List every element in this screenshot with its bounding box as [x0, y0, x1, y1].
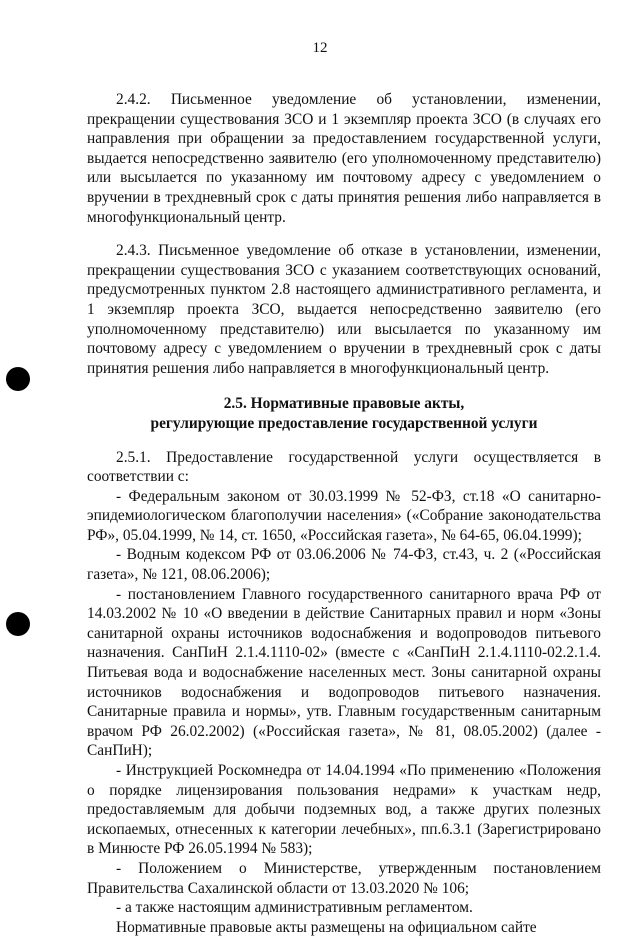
list-item-roskomnedra-instruction: - Инструкцией Роскомнедра от 14.04.1994 «По применению «Положения о порядке лицензирования пользования недрами» к участкам недр, предоставляемым для добычи подземных вод, а также других полезных ископаемых, отнесенных к категории лечебных», пп.6.3.1 (Зарегистрировано в Минюсте РФ 26.05.1994 № 583);: [87, 762, 601, 858]
paragraph-2-4-2: 2.4.2. Письменное уведомление об установлении, изменении, прекращении существования ЗСО и 1 экземпляр проекта ЗСО (в случаях его направления при обращении за предоставлением государственной услуги, выдается непосредственно заявителю (его уполномоченному представителю) или высылается по указанному им почтовому адресу с уведомлением о вручении в трехдневный срок с даты принятия решения либо направляется в многофункциональный центр.: [87, 91, 601, 226]
list-item-water-code: - Водным кодексом РФ от 03.06.2006 № 74-ФЗ, ст.43, ч. 2 («Российская газета», № 121, 08.06.2006);: [87, 546, 601, 584]
section-heading-line-1: 2.5. Нормативные правовые акты,: [223, 395, 465, 413]
paragraph-2-4-3: 2.4.3. Письменное уведомление об отказе в установлении, изменении, прекращении существования ЗСО с указанием соответствующих оснований, предусмотренных пунктом 2.8 настоящего административного регламента, и 1 экземпляр проекта ЗСО, выдается непосредственно заявителю (его уполномоченному представителю) или высылается по указанному им почтовому адресу с уведомлением о вручении в трехдневный срок с даты принятия решения либо направляется в многофункциональный центр.: [87, 242, 601, 377]
list-item-federal-law: - Федеральным законом от 30.03.1999 № 52-ФЗ, ст.18 «О санитарно-эпидемиологическом благополучии населения» («Собрание законодательства РФ», 05.04.1999, № 14, ст. 1650, «Российская газета», № 64-65, 06.04.1999);: [87, 487, 601, 544]
page-number: 12: [312, 40, 328, 56]
document-body: [87, 90, 601, 937]
punch-hole-bottom: [6, 612, 30, 636]
paragraph-final: Нормативные правовые акты размещены на официальном сайте: [116, 918, 537, 936]
list-item-ministry-regulation: - Положением о Министерстве, утвержденным постановлением Правительства Сахалинской области от 13.03.2020 № 106;: [87, 859, 601, 897]
list-item-sanitary-resolution: - постановлением Главного государственного санитарного врача РФ от 14.03.2002 № 10 «О введении в действие Санитарных правил и норм «Зоны санитарной охраны источников водоснабжения и водопроводов питьевого назначения. СанПиН 2.1.4.1110-02» (вместе с «СанПиН 2.1.4.1110-02.2.1.4. Питьевая вода и водоснабжение населенных мест. Зоны санитарной охраны источников водоснабжения и водопроводов питьевого назначения. Санитарные правила и нормы», утв. Главным государственным санитарным врачом РФ 26.02.2002) («Российская газета», № 81, 08.05.2002) (далее - СанПиН);: [87, 585, 601, 760]
punch-hole-top: [6, 367, 30, 391]
list-item-this-regulation: - а также настоящим административным регламентом.: [116, 899, 473, 917]
section-heading: [87, 394, 601, 433]
paragraph-2-5-1: 2.5.1. Предоставление государственной услуги осуществляется в соответствии с:: [87, 448, 601, 486]
section-heading-line-2: регулирующие предоставление государственной услуги: [150, 414, 538, 432]
